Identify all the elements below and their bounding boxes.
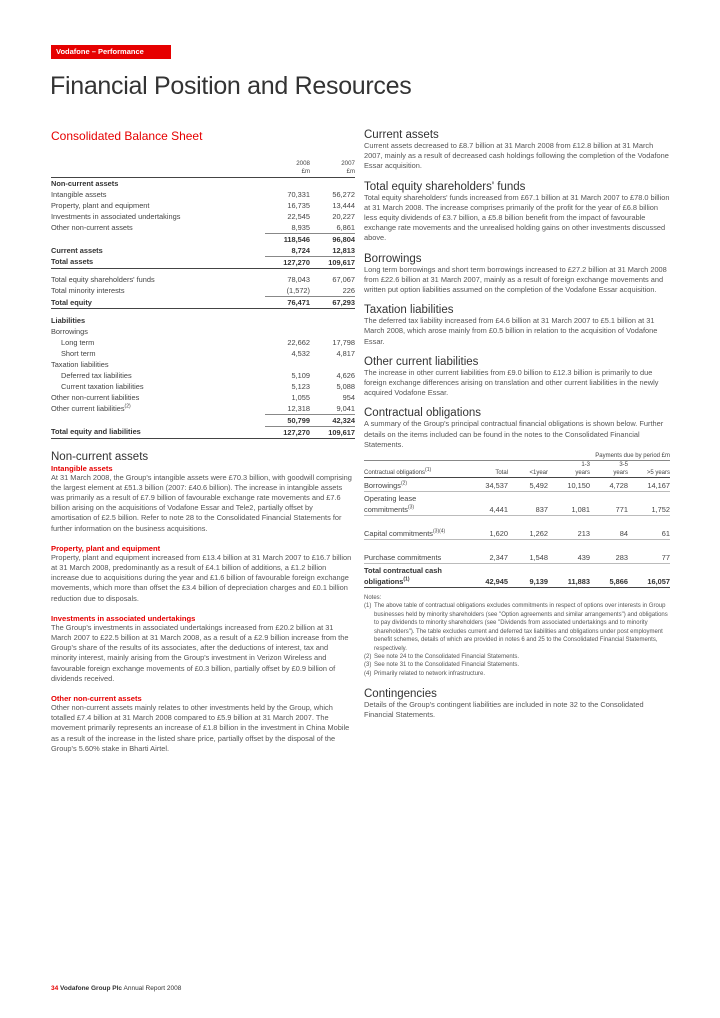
obligations-row: [364, 492, 670, 516]
other-non-current-body: Other non-current assets mainly relates to other investments held by the Group, which totalled £7.4 billion at 31 March 2008 compared to £5.9 billion at 31 March 2007. The movement primarily represents an increase of £1.8 billion in the investment in China Mobile as a result of the increase in the listed share price, partially offset by the disposal of the Group's 5.60% stake in Bharti Airtel.: [51, 702, 350, 753]
balance-sheet-row: [51, 256, 355, 268]
obligation-value: 10,150: [548, 478, 590, 492]
obligation-label: [364, 516, 468, 540]
obligation-value: 34,537: [468, 478, 508, 492]
value-2007: 56,272: [332, 189, 355, 199]
balance-sheet-label-text: Total assets: [51, 257, 94, 267]
balance-sheet-label-text: Property, plant and equipment: [51, 200, 150, 210]
obligations-row: [364, 516, 670, 540]
value-2007: [310, 326, 355, 337]
balance-sheet-label-text: Non-current assets: [51, 178, 119, 188]
balance-sheet-label: [51, 200, 265, 211]
note-item: [364, 602, 670, 652]
obligation-value: 771: [590, 492, 628, 516]
balance-sheet-label: [51, 381, 265, 392]
balance-sheet-label-text: Total equity shareholders' funds: [51, 275, 155, 284]
current-assets-title: Current assets: [364, 129, 439, 141]
note-text: See note 24 to the Consolidated Financial Statements.: [374, 653, 520, 660]
obligations-row: [364, 478, 670, 492]
balance-sheet-row: [51, 245, 355, 257]
balance-sheet-row: [51, 414, 355, 426]
balance-sheet-label-text: Total equity: [51, 297, 92, 307]
obligation-label: [364, 492, 468, 516]
obligations-super-header: Payments due by period £m: [364, 452, 670, 461]
obligation-value: 1,752: [628, 492, 670, 516]
balance-sheet-row: [51, 222, 355, 234]
balance-sheet-unit-row: [51, 168, 355, 177]
value-2008: 16,735: [287, 200, 310, 210]
contingencies-title: Contingencies: [364, 688, 437, 701]
right-column: [364, 129, 670, 721]
header-1-3: years: [548, 469, 590, 478]
balance-sheet-label: [51, 337, 265, 348]
obligation-value: 77: [628, 540, 670, 564]
obligation-value: 5,492: [508, 478, 548, 492]
obligation-label: [364, 478, 468, 492]
associates-body: The Group's investments in associated undertakings increased from £20.2 billion at 31 March 2007 to £22.5 billion at 31 March 2008, as a result of a £2.9 billion increase from the Group's share of the results of its associates, after the deductions of interest, tax and minority interest, mainly arising from the Group's investment in Verizon Wireless and favourable foreign exchange movements of £0.3 billion, partially offset by £0.9 billion of dividends received.: [51, 622, 349, 683]
value-2008: 1,055: [291, 392, 310, 402]
obligation-label-text: Capital commitments: [364, 529, 433, 539]
balance-sheet-label-text: Long term: [61, 337, 95, 347]
note-number: (3): [364, 662, 372, 669]
obligations-super-header-row: [364, 452, 670, 461]
balance-sheet-label-text: Current taxation liabilities: [61, 381, 144, 391]
balance-sheet-label-text: Other non-current assets: [51, 222, 133, 232]
value-2007: 96,804: [310, 233, 355, 245]
balance-sheet-label: [51, 256, 265, 268]
taxation-title: Taxation liabilities: [364, 304, 454, 317]
balance-sheet-table: [51, 159, 355, 439]
obligations-sub-header-row: [364, 461, 670, 470]
balance-sheet-row: [51, 359, 355, 370]
value-2007: 17,798: [332, 337, 355, 347]
sub-header-3-5: 3-5: [619, 462, 628, 469]
obligation-value: 837: [508, 492, 548, 516]
borrowings-title: Borrowings: [364, 252, 422, 265]
balance-sheet-label: [51, 315, 265, 326]
balance-sheet-label: [51, 326, 265, 337]
value-2008: 76,471: [265, 297, 310, 309]
balance-sheet-label: [51, 285, 265, 297]
obligation-value: 9,139: [508, 564, 548, 588]
ppe-body: Property, plant and equipment increased from £13.4 billion at 31 March 2007 to £16.7 billion at 31 March 2008, predominantly as a result of £4.1 billion of additions, a £1.2 billion increase due to acquisitions during the year and £1.6 billion of favourable foreign exchange movements, which more than offset the £3.4 billion of depreciation charges and £0.1 billion reduction due to disposals.: [51, 552, 352, 603]
balance-sheet-label: [51, 414, 265, 426]
value-2008: [265, 326, 310, 337]
value-2007: 42,324: [310, 414, 355, 426]
footer-company: Vodafone Group Plc: [60, 985, 123, 992]
balance-sheet-label-text: Current assets: [51, 245, 103, 255]
other-current-body: The increase in other current liabilities from £9.0 billion to £12.3 billion is primarily to due foreign exchange differences arising on translation and other current liabilities in the newly acquired Vodafone Essar.: [364, 367, 659, 398]
balance-sheet-row: [51, 337, 355, 348]
year-2007: 2007: [341, 160, 355, 167]
balance-sheet-row: [51, 403, 355, 415]
balance-sheet-row: [51, 233, 355, 245]
balance-sheet-label: [51, 370, 265, 381]
balance-sheet-label: [51, 233, 265, 245]
value-2008: 127,270: [265, 426, 310, 438]
obligation-value: 2,347: [468, 540, 508, 564]
value-2008: 5,109: [291, 370, 310, 380]
obligation-value: 4,441: [468, 492, 508, 516]
balance-sheet-label-text: Taxation liabilities: [51, 359, 109, 369]
year-2008: 2008: [296, 160, 310, 167]
balance-sheet-label: [51, 189, 265, 200]
balance-sheet-row: [51, 274, 355, 285]
note-item: [364, 670, 670, 678]
obligations-header-label: Contractual obligations$^{(1)}$: [364, 469, 468, 478]
sub-header-1-3: 1-3: [581, 462, 590, 469]
balance-sheet-label: [51, 348, 265, 359]
value-2007: 12,813: [332, 245, 355, 255]
balance-sheet-row: [51, 315, 355, 326]
balance-sheet-label-text: Intangible assets: [51, 189, 107, 199]
balance-sheet-row: [51, 211, 355, 222]
balance-sheet-year-row: [51, 159, 355, 168]
page-title: Financial Position and Resources: [50, 72, 412, 100]
contractual-body: A summary of the Group's principal contractual financial obligations is shown below. Further details on the items included can be found in the notes to the Consolidated Financial Statements.: [364, 419, 664, 449]
value-2008: 4,532: [291, 348, 310, 358]
intangible-title: Intangible assets: [51, 463, 113, 473]
value-2008: 8,724: [291, 245, 310, 255]
section-tag: Vodafone – Performance: [51, 45, 171, 59]
value-2008: 22,662: [287, 337, 310, 347]
header-total: Total: [468, 469, 508, 478]
balance-sheet-row: [51, 326, 355, 337]
value-2007: [310, 177, 355, 189]
balance-sheet-row: [51, 426, 355, 438]
note-number: (2): [364, 653, 372, 660]
taxation-body: The deferred tax liability increased from £4.6 billion at 31 March 2007 to £5.1 billion at 31 March 2008, which arose mainly from £0.5 billion in relation to the acquisition of Vodafone Essar.: [364, 316, 658, 346]
balance-sheet-label: [51, 392, 265, 403]
value-2007: 67,293: [310, 297, 355, 309]
footnote-ref: (2): [124, 403, 131, 410]
contingencies-body: Details of the Group's contingent liabilities are included in note 32 to the Consolidated Financial Statements.: [364, 700, 644, 720]
value-2008: 127,270: [265, 256, 310, 268]
value-2007: 20,227: [332, 211, 355, 221]
equity-body: Total equity shareholders' funds increased from £67.1 billion at 31 March 2007 to £78.0 billion at 31 March 2008. The increase comprises primarily of the profit for the year of £6.8 billion less equity dividends of £3.7 billion, a £5.8 billion benefit from the impact of favourable exchange rate movements and the unrealised holding gains on other investments discussed above.: [364, 192, 670, 243]
obligation-value: 14,167: [628, 478, 670, 492]
balance-sheet-row: [51, 285, 355, 297]
other-current-title: Other current liabilities: [364, 355, 479, 368]
value-2008: [265, 315, 310, 326]
obligation-label-text: Borrowings: [364, 481, 401, 491]
footnote-ref: (3): [407, 504, 415, 511]
notes-title: Notes:: [364, 595, 382, 602]
unit-2007: £m: [310, 168, 355, 177]
value-2008: 70,331: [287, 189, 310, 199]
balance-sheet-row: [51, 370, 355, 381]
other-non-current-title: Other non-current assets: [51, 693, 142, 703]
balance-sheet-label-text: Deferred tax liabilities: [61, 370, 132, 380]
balance-sheet-label-text: Other non-current liabilities: [51, 392, 140, 402]
obligation-label: [364, 564, 468, 588]
value-2007: 109,617: [310, 256, 355, 268]
footer: [51, 985, 181, 992]
value-2008: 50,799: [265, 414, 310, 426]
balance-sheet-label-text: Total equity and liabilities: [51, 427, 141, 437]
obligation-value: 439: [548, 540, 590, 564]
note-item: [364, 653, 670, 661]
current-assets-body: Current assets decreased to £8.7 billion at 31 March 2008 from £12.8 billion at 31 March 2007, mainly as a result of decreased cash holdings following the completion of the Vodafone Essar acquisition.: [364, 141, 669, 171]
balance-sheet-label-text: Liabilities: [51, 315, 86, 325]
header-lt1: <1year: [508, 469, 548, 478]
value-2007: 67,067: [332, 275, 355, 284]
obligation-value: 16,057: [628, 564, 670, 588]
unit-2008: £m: [265, 168, 310, 177]
balance-sheet-row: [51, 189, 355, 200]
balance-sheet-label: [51, 211, 265, 222]
obligation-label-text: Operating lease commitments: [364, 494, 417, 515]
value-2007: 5,088: [336, 381, 355, 391]
obligation-value: 42,945: [468, 564, 508, 588]
non-current-assets-heading: Non-current assets: [51, 450, 149, 463]
obligation-value: 61: [628, 516, 670, 540]
note-text: Primarily related to network infrastructure.: [374, 670, 486, 677]
note-item: [364, 661, 670, 669]
obligations-row: [364, 540, 670, 564]
value-2008: (1,572): [286, 286, 310, 295]
value-2007: [310, 315, 355, 326]
balance-sheet-label: [51, 222, 265, 234]
balance-sheet-label: [51, 403, 265, 415]
balance-sheet-label: [51, 245, 265, 257]
balance-sheet-row: [51, 348, 355, 359]
balance-sheet-label: [51, 274, 265, 285]
header-3-5: years: [590, 469, 628, 478]
value-2008: 8,935: [291, 222, 310, 232]
value-2007: 13,444: [332, 200, 355, 210]
borrowings-body: Long term borrowings and short term borrowings increased to £27.2 billion at 31 March 2008 from £22.6 billion at 31 March 2007, mainly as a result of foreign exchange movements and written put option liabilities assumed on the completion of the Vodafone Essar acquisition.: [364, 264, 667, 295]
value-2007: 109,617: [310, 426, 355, 438]
footer-report: Annual Report 2008: [123, 985, 182, 992]
balance-sheet-label-text: Borrowings: [51, 326, 88, 336]
balance-sheet-label: [51, 359, 265, 370]
footnote-ref: (2): [400, 480, 408, 487]
note-number: (1): [364, 603, 372, 610]
balance-sheet-label: [51, 297, 265, 309]
intangible-body: At 31 March 2008, the Group's intangible assets were £70.3 billion, with goodwill comprising the largest element at £51.3 billion (2007: £40.6 billion). The increase in intangible assets was primarily as a result of £7.9 billion of favourable exchange rate movements and £7.6 billion arising on the acquisitions of Vodafone Essar and Tele2, partially offset by amortisation of £2.5 billion. Refer to note 28 to the Consolidated Financial Statements for further information on the business acquisitions.: [51, 472, 352, 533]
balance-sheet-label: [51, 426, 265, 438]
obligation-label-text: Purchase commitments: [364, 553, 442, 563]
obligation-value: 5,866: [590, 564, 628, 588]
contractual-title: Contractual obligations: [364, 407, 481, 420]
left-column: [51, 129, 355, 754]
value-2008: 22,545: [287, 211, 310, 221]
balance-sheet-row: [51, 297, 355, 309]
note-text: The above table of contractual obligations excludes commitments in respect of options over interests in Group businesses held by minority shareholders (see "Option agreements and similar arrangements") and obligations to pay dividends to minority shareholders (see "Dividends from associated undertakings and to minority shareholders"). The table excludes current and deferred tax liabilities and obligations under post employment benefit schemes, details of which are provided in notes 6 and 25 to the Consolidated Financial Statements, respectively.: [374, 603, 668, 652]
obligation-value: 1,262: [508, 516, 548, 540]
obligation-value: 1,548: [508, 540, 548, 564]
obligation-value: 4,728: [590, 478, 628, 492]
balance-sheet-row: [51, 381, 355, 392]
note-number: (4): [364, 670, 372, 677]
balance-sheet-row: [51, 177, 355, 189]
balance-sheet-row: [51, 200, 355, 211]
ppe-title: Property, plant and equipment: [51, 543, 161, 553]
balance-sheet-row: [51, 392, 355, 403]
balance-sheet-label-text: Investments in associated undertakings: [51, 211, 181, 221]
obligation-value: 283: [590, 540, 628, 564]
value-2007: 226: [342, 286, 355, 295]
obligation-label: [364, 540, 468, 564]
balance-sheet-label-text: Other current liabilities: [51, 403, 125, 413]
obligation-value: 11,883: [548, 564, 590, 588]
equity-title: Total equity shareholders' funds: [364, 180, 526, 193]
balance-sheet-label-text: Short term: [61, 348, 96, 358]
value-2008: [265, 177, 310, 189]
balance-sheet-label-text: Total minority interests: [51, 286, 125, 296]
value-2007: 4,817: [336, 348, 355, 358]
value-2007: 6,861: [336, 222, 355, 232]
value-2008: [265, 359, 310, 370]
obligation-label-text: Total contractual cash obligations: [364, 566, 442, 587]
obligations-total-row: [364, 564, 670, 588]
notes: [364, 594, 670, 678]
header-gt5: >5 years: [628, 469, 670, 478]
obligation-value: 1,620: [468, 516, 508, 540]
obligation-value: 1,081: [548, 492, 590, 516]
note-text: See note 31 to the Consolidated Financial Statements.: [374, 662, 520, 669]
page-number: 34: [51, 985, 59, 992]
value-2008: 5,123: [291, 381, 310, 391]
value-2007: 4,626: [336, 370, 355, 380]
value-2007: 9,041: [336, 403, 355, 413]
value-2008: 12,318: [287, 403, 310, 413]
balance-sheet-title: Consolidated Balance Sheet: [51, 129, 203, 143]
obligation-value: 213: [548, 516, 590, 540]
value-2008: 118,546: [265, 233, 310, 245]
value-2007: [310, 359, 355, 370]
footnote-ref: (1): [403, 576, 410, 583]
value-2007: 954: [342, 392, 355, 402]
obligation-value: 84: [590, 516, 628, 540]
balance-sheet-label: [51, 177, 265, 189]
footnote-ref: (3)(4): [433, 528, 446, 535]
obligations-table: [364, 452, 670, 588]
value-2008: 78,043: [287, 275, 310, 284]
associates-title: Investments in associated undertakings: [51, 613, 196, 623]
obligations-header-row: [364, 469, 670, 478]
